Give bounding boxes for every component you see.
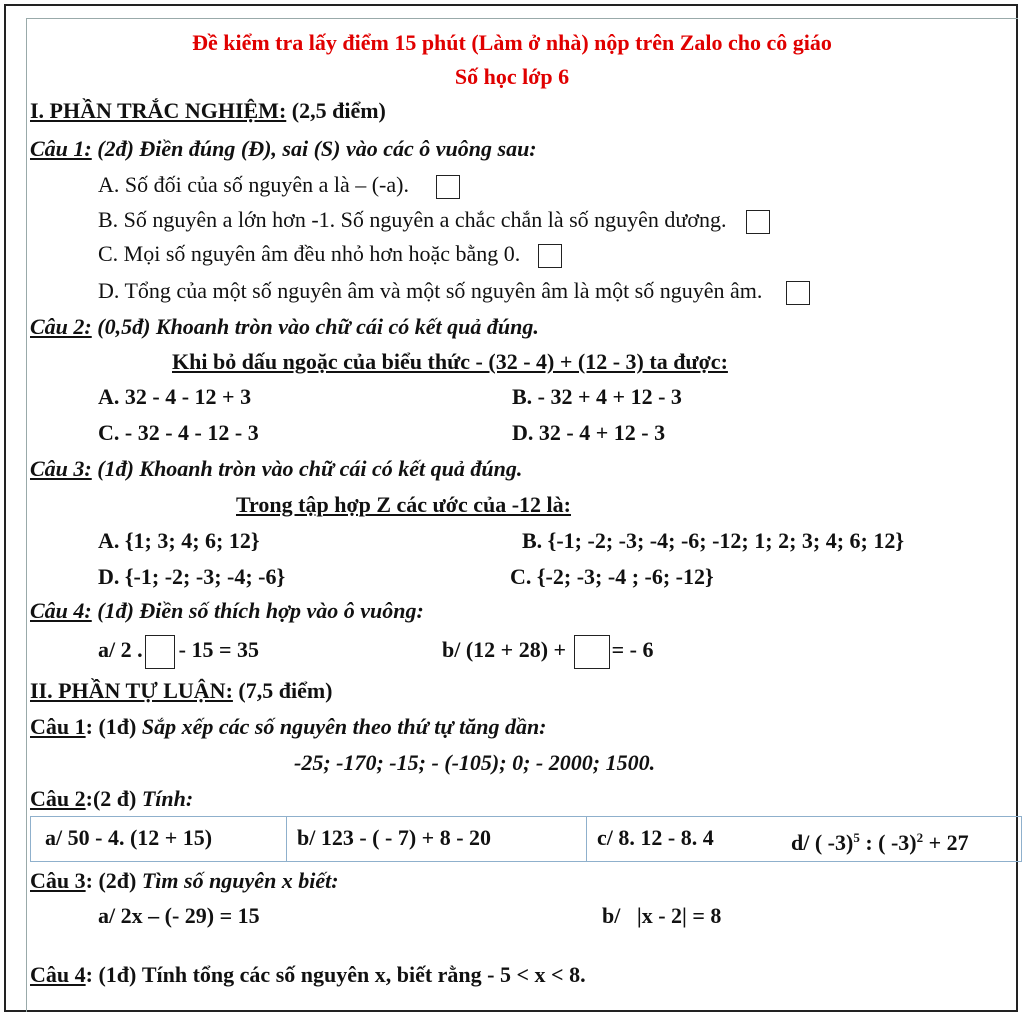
p1-q3-option-a[interactable]: A. {1; 3; 4; 6; 12} [98, 528, 260, 553]
p2-q2-prompt: Tính: [141, 786, 194, 811]
p1-q2-stem: Khi bỏ dấu ngoặc của biểu thức - (32 - 4) + (12 - 3) ta được: [172, 349, 728, 374]
part1-heading-text: I. PHẦN TRẮC NGHIỆM: [30, 98, 287, 123]
p1-q3-header [30, 456, 522, 482]
p1-q4-part-b [442, 635, 653, 669]
p1-q1-item-a [98, 172, 460, 199]
p2-q4-inequality: - 5 < x < 8. [487, 962, 586, 987]
p1-q1-answer-box-a[interactable] [436, 175, 460, 199]
p1-q1-item-d-text: D. Tổng của một số nguyên âm và một số nguyên âm là một số nguyên âm. [98, 278, 763, 303]
p1-q1-answer-box-b[interactable] [746, 210, 770, 234]
p1-q4-b-suffix: = - 6 [611, 637, 654, 663]
p1-q4-a-suffix: - 15 = 35 [178, 637, 259, 663]
p1-q4-header [30, 598, 424, 624]
p2-q2-d [791, 825, 969, 856]
p1-q2-option-a[interactable]: A. 32 - 4 - 12 + 3 [98, 384, 252, 409]
p2-q2-table [30, 816, 1022, 862]
p1-q4-b-fill-box[interactable] [574, 635, 610, 669]
p1-q4-a-fill-box[interactable] [145, 635, 175, 669]
p2-q4-prompt: Tính tổng các số nguyên x, biết rằng [141, 962, 482, 987]
p2-q4-label: Câu 4 [30, 962, 86, 987]
p2-q4-header [30, 962, 586, 988]
title-line-2: Số học lớp 6 [454, 64, 570, 89]
p1-q1-item-c [98, 241, 562, 268]
p1-q2-option-c[interactable]: C. - 32 - 4 - 12 - 3 [98, 420, 259, 445]
p2-q3-prompt: Tìm số nguyên x biết: [141, 868, 339, 893]
p1-q3-prompt: (1đ) Khoanh tròn vào chữ cái có kết quả đúng. [97, 456, 523, 481]
p2-q2-header [30, 786, 193, 812]
p1-q4-part-a [98, 635, 259, 669]
p1-q2-option-b[interactable]: B. - 32 + 4 + 12 - 3 [512, 384, 682, 409]
p1-q4-label: Câu 4: [30, 598, 92, 623]
p1-q4-b-prefix: b/ (12 + 28) + [442, 637, 567, 663]
p2-q1-header [30, 714, 547, 740]
p1-q1-prompt: (2đ) Điền đúng (Đ), sai (S) vào các ô vuông sau: [97, 136, 537, 161]
p1-q3-option-b[interactable]: B. {-1; -2; -3; -4; -6; -12; 1; 2; 3; 4; 6; 12} [522, 528, 905, 553]
p1-q1-item-c-text: C. Mọi số nguyên âm đều nhỏ hơn hoặc bằng 0. [98, 241, 521, 266]
p2-q2-d-mid: : ( -3) [859, 830, 917, 855]
p2-q2-points: :(2 đ) [85, 786, 137, 811]
p2-q2-label: Câu 2 [30, 786, 86, 811]
p2-q1-prompt: Sắp xếp các số nguyên theo thứ tự tăng dần: [141, 714, 547, 739]
part2-heading-text: II. PHẦN TỰ LUẬN: [30, 678, 233, 703]
p2-q1-label: Câu 1 [30, 714, 86, 739]
p1-q3-option-d[interactable]: D. {-1; -2; -3; -4; -6} [98, 564, 286, 589]
part2-points: (7,5 điểm) [238, 678, 333, 703]
p1-q1-answer-box-d[interactable] [786, 281, 810, 305]
part1-points: (2,5 điểm) [291, 98, 386, 123]
p1-q3-label: Câu 3: [30, 456, 92, 481]
part1-heading [30, 98, 386, 124]
p2-q3-points: : (2đ) [85, 868, 137, 893]
p2-q3-a: a/ 2x – (- 29) = 15 [98, 903, 260, 928]
p1-q2-option-d[interactable]: D. 32 - 4 + 12 - 3 [512, 420, 666, 445]
p1-q2-label: Câu 2: [30, 314, 92, 339]
part2-heading [30, 678, 333, 704]
p2-q1-numbers: -25; -170; -15; - (-105); 0; - 2000; 1500. [294, 750, 656, 775]
p1-q1-item-b [98, 207, 770, 234]
p2-q2-c: c/ 8. 12 - 8. 4 [597, 825, 714, 850]
p1-q1-item-d [98, 278, 810, 305]
p1-q1-item-a-text: A. Số đối của số nguyên a là – (-a). [98, 172, 409, 197]
p2-q1-points: : (1đ) [85, 714, 137, 739]
p2-q3-header [30, 868, 339, 894]
p1-q1-label: Câu 1: [30, 136, 92, 161]
p2-q4-points: : (1đ) [85, 962, 137, 987]
p1-q2-header [30, 314, 539, 340]
p2-q2-d-exp2: 2 [916, 830, 924, 845]
p1-q3-option-c[interactable]: C. {-2; -3; -4 ; -6; -12} [510, 564, 714, 589]
p2-q2-cell-b [287, 817, 587, 861]
p1-q4-a-prefix: a/ 2 . [98, 637, 143, 663]
p1-q4-prompt: (1đ) Điền số thích hợp vào ô vuông: [97, 598, 424, 623]
p2-q2-d-base1: d/ ( -3) [791, 830, 854, 855]
title-line-1: Đề kiểm tra lấy điểm 15 phút (Làm ở nhà) nộp trên Zalo cho cô giáo [192, 30, 832, 55]
p1-q1-item-b-text: B. Số nguyên a lớn hơn -1. Số nguyên a chắc chắn là số nguyên dương. [98, 207, 727, 232]
p1-q1-header [30, 136, 537, 162]
p1-q3-stem: Trong tập hợp Z các ước của -12 là: [236, 492, 571, 517]
p2-q2-b: b/ 123 - ( - 7) + 8 - 20 [297, 825, 492, 850]
p2-q3-b: b/ |x - 2| = 8 [602, 903, 722, 928]
p2-q3-label: Câu 3 [30, 868, 86, 893]
p1-q2-prompt: (0,5đ) Khoanh tròn vào chữ cái có kết quả đúng. [97, 314, 539, 339]
p1-q1-answer-box-c[interactable] [538, 244, 562, 268]
p2-q2-cell-a [31, 817, 287, 861]
p2-q2-a: a/ 50 - 4. (12 + 15) [45, 825, 213, 850]
p2-q2-d-end: + 27 [923, 830, 969, 855]
p2-q2-cell-cd [587, 817, 1021, 861]
p2-q2-d-exp1: 5 [853, 830, 860, 845]
